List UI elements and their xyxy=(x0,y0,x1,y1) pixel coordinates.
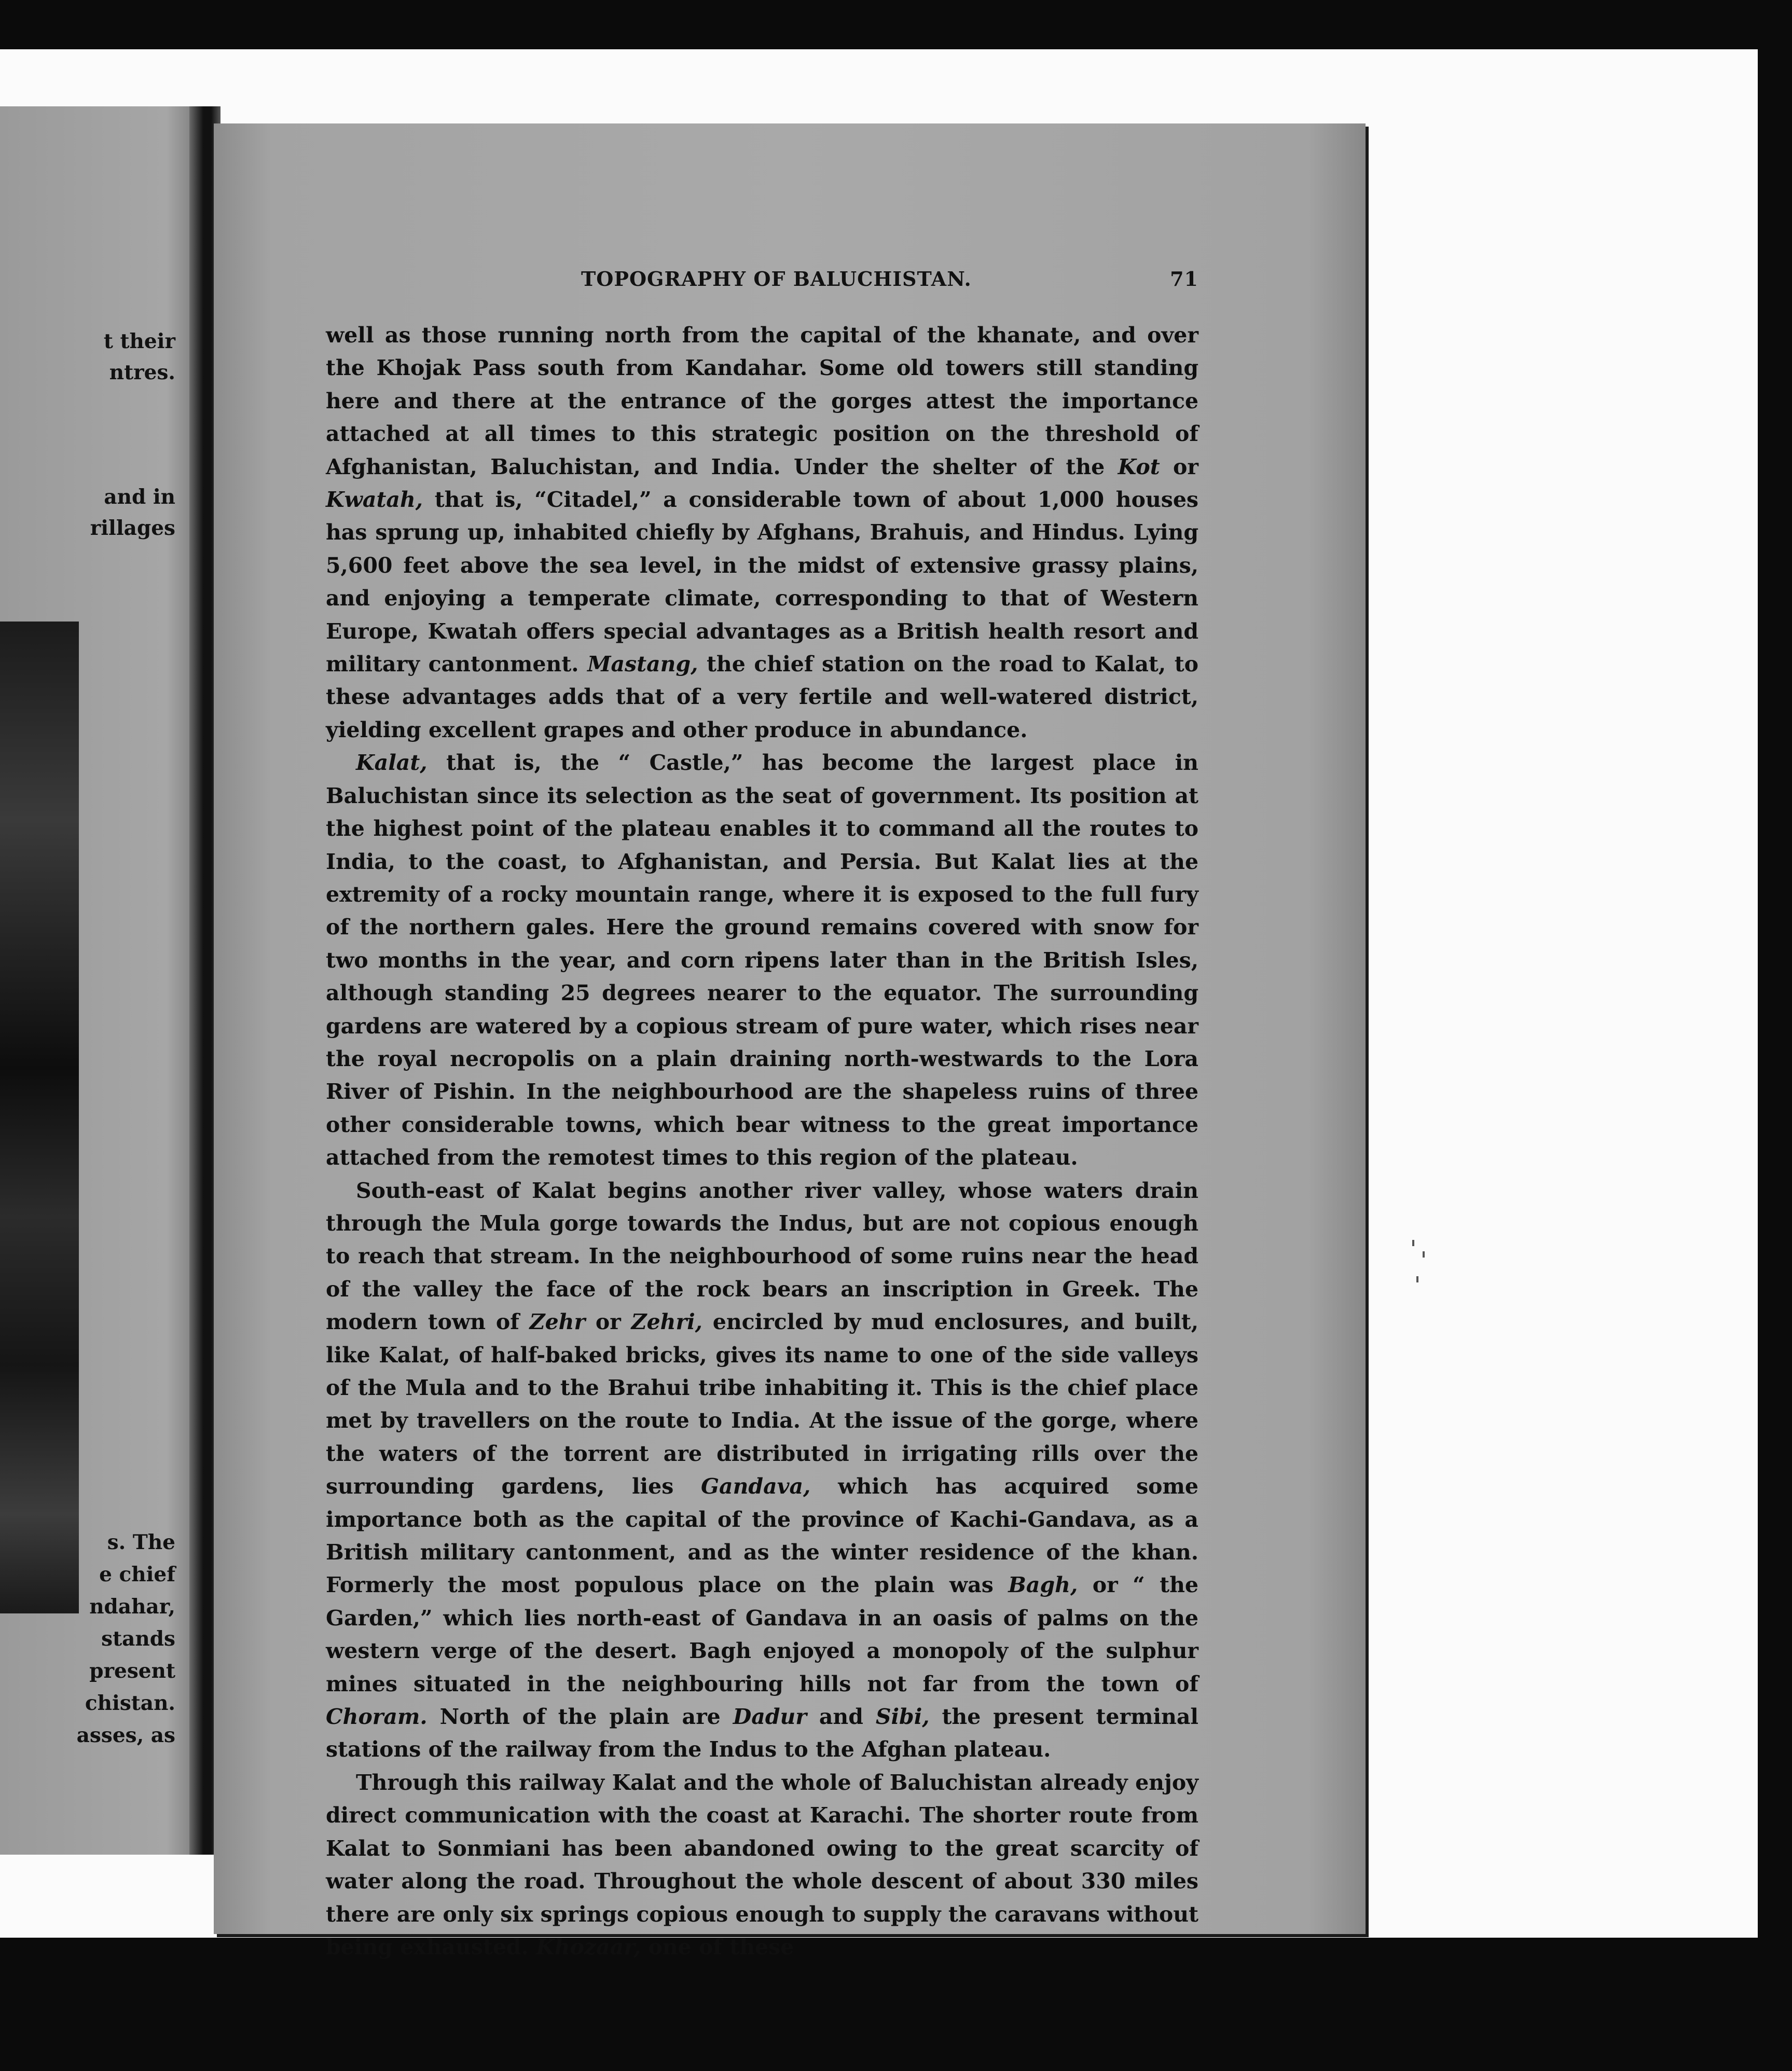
left-page-fragment: ndahar, xyxy=(89,1595,175,1619)
paragraph xyxy=(326,1766,1198,1964)
place-name: Sibi, xyxy=(875,1704,930,1730)
place-name: Kot xyxy=(1118,454,1160,479)
left-page-fragment: stands xyxy=(101,1627,175,1651)
left-page-fragment: present xyxy=(89,1659,175,1683)
scan-speck xyxy=(1412,1240,1414,1246)
place-name: Gandava, xyxy=(701,1474,811,1499)
page-number: 71 xyxy=(1170,267,1198,291)
text-run: the chief station on the road to Kalat, to these advantages adds that of a very fertile and well-watered district, yielding excellent grapes and other produce in abundance. xyxy=(326,652,1198,742)
text-run: which has acquired some importance both as the capital of the province of Kachi-Gandava, as a British military cantonment, and as the winter residence of the khan. Formerly the most populous place on the plain was xyxy=(326,1474,1198,1598)
body-text xyxy=(326,319,1198,1964)
place-name: Khozaar, xyxy=(536,1934,641,1959)
text-run: South-east of Kalat begins another river valley, whose waters drain through the Mula gorge towards the Indus, but are not copious enough to reach that stream. In the neighbourhood of some ruins near the head of the valley the face of the rock bears an inscription in Greek. The modern town of xyxy=(326,1178,1198,1335)
place-name: Zehr xyxy=(529,1309,586,1335)
text-run: one of these xyxy=(641,1934,794,1959)
place-name: Choram. xyxy=(326,1704,428,1730)
left-page-fragment: chistan. xyxy=(85,1691,175,1715)
text-run: or xyxy=(1160,454,1198,479)
text-run: the present terminal stations of the railway from the Indus to the Afghan plateau. xyxy=(326,1704,1199,1762)
left-page-fragment: and in xyxy=(104,485,175,509)
paragraph xyxy=(326,1175,1198,1766)
text-run: and xyxy=(806,1704,876,1730)
paragraph xyxy=(326,319,1198,747)
left-page-fragment: asses, as xyxy=(76,1723,175,1747)
page-title: TOPOGRAPHY OF BALUCHISTAN. xyxy=(581,267,972,291)
left-page xyxy=(0,106,196,1855)
place-name: Zehri, xyxy=(631,1309,702,1335)
left-page-fragment: t their xyxy=(103,329,175,353)
text-run: encircled by mud enclosures, and built, like Kalat, of half-baked bricks, gives its name to one of the side valleys of the Mula and to the Brahui tribe inhabiting it. This is the chief place met by travellers on the route to India. At the issue of the gorge, where the waters of the torrent are distributed in irrigating rills over the surrounding gardens, lies xyxy=(326,1309,1199,1499)
place-name: Kwatah, xyxy=(326,487,423,513)
text-run: Through this railway Kalat and the whole of Baluchistan already enjoy direct communication with the coast at Karachi. The shorter route from Kalat to Sonmiani has been abandoned owing to the great scarcity of water along the road. Throughout the whole descent of about 330 miles there are only six springs copious enough to supply the caravans without being exhausted. xyxy=(326,1770,1198,1959)
text-run: that is, “Citadel,” a considerable town of about 1,000 houses has sprung up, inhabited chiefly by Afghans, Brahuis, and Hindus. Lying 5,600 feet above the sea level, in the midst of extensive grassy plains, and enjoying a temperate climate, corresponding to that of Western Europe, Kwatah offers special advantages as a British health resort and military cantonment. xyxy=(326,487,1198,677)
text-run: North of the plain are xyxy=(427,1704,733,1730)
text-run: well as those running north from the capital of the khanate, and over the Khojak Pass south from Kandahar. Some old towers still standing here and there at the entrance of the gorges attest the importance attached at all times to this strategic position on the threshold of Afghanistan, Baluchistan, and India. Under the shelter of the xyxy=(326,323,1198,479)
text-run: or “ the Garden,” which lies north-east of Gandava in an oasis of palms on the western verge of the desert. Bagh enjoyed a monopoly of the sulphur mines situated in the neighbouring hills not far from the town of xyxy=(326,1572,1199,1696)
scan-speck xyxy=(1416,1276,1418,1282)
left-page-fragment: rillages xyxy=(90,516,175,540)
text-run: or xyxy=(585,1309,631,1335)
left-page-fragment: ntres. xyxy=(109,361,175,384)
place-name: Dadur xyxy=(733,1704,807,1730)
place-name: Mastang, xyxy=(587,652,698,677)
engraving-illustration xyxy=(0,622,79,1613)
left-page-fragment: s. The xyxy=(107,1530,175,1554)
left-page-fragment: e chief xyxy=(99,1563,175,1586)
paragraph xyxy=(326,747,1198,1174)
place-name: Kalat, xyxy=(356,750,428,776)
place-name: Bagh, xyxy=(1008,1572,1078,1598)
text-run: that is, the “ Castle,” has become the largest place in Baluchistan since its selection as the seat of government. Its position at the highest point of the plateau enables it to command all the routes to India, to the coast, to Afghanistan, and Persia. But Kalat lies at the extremity of a rocky mountain range, where it is exposed to the full fury of the northern gales. Here the ground remains covered with snow for two months in the year, and corn ripens later than in the British Isles, although standing 25 degrees nearer to the equator. The surrounding gardens are watered by a copious stream of pure water, which rises near the royal necropolis on a plain draining north-westwards to the Lora River of Pishin. In the neighbourhood are the shapeless ruins of three other considerable towns, which bear witness to the great importance attached from the remotest times to this region of the plateau. xyxy=(326,750,1198,1170)
scan-speck xyxy=(1423,1251,1425,1258)
